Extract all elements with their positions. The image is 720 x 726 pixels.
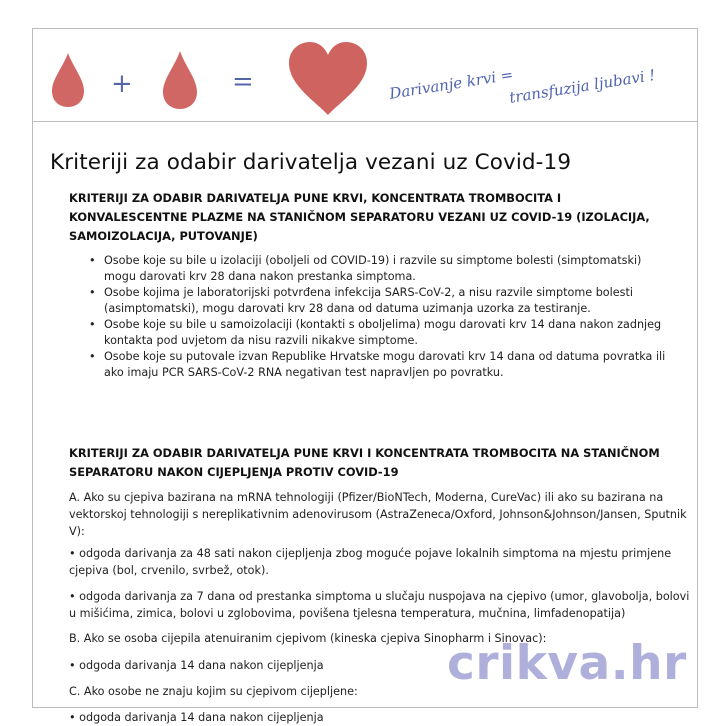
section2-paragraph-a: A. Ako su cjepiva bazirana na mRNA tehnologiji (Pfizer/BioNTech, Moderna, CureVac) ili ako su bazirana na vektorskoj tehnologiji s nereplikativnim adenovirusom (AstraZeneca/Oxford, Johnson&Johnson/Jansen, Sputnik V):	[69, 491, 687, 538]
watermark: crikva.hr	[447, 636, 687, 691]
slogan-line-1: Darivanje krvi =	[388, 65, 515, 103]
heart-icon	[285, 39, 371, 117]
blood-drop-icon	[160, 49, 200, 111]
list-item: • Osobe koje su bile u samoizolaciji (kontakti s oboljelima) mogu darovati krv 14 dana nakon zadnjeg kontakta pod uvjetom da nisu razvili nikakve simptome.	[89, 317, 674, 348]
list-item: • Osobe kojima je laboratorijski potvrđena infekcija SARS-CoV-2, a nisu razvile simptome bolesti (asimptomatski), mogu darovati krv 28 dana od datuma uzimanja uzorka za testiranje.	[89, 285, 674, 316]
section2-bullet-b1: • odgoda darivanja 14 dana nakon cijepljenja	[69, 659, 324, 672]
section2-bullet-c1: • odgoda darivanja 14 dana nakon cijepljenja	[69, 711, 324, 724]
equals-symbol: =	[232, 67, 254, 97]
banner	[33, 29, 697, 122]
section2-paragraph-c: C. Ako osobe ne znaju kojim su cjepivom cijepljene:	[69, 685, 358, 698]
section2-heading: KRITERIJI ZA ODABIR DARIVATELJA PUNE KRVI I KONCENTRATA TROMBOCITA NA STANIČNOM SEPARATORU NAKON CIJEPLJENJA PROTIV COVID-19	[69, 446, 660, 479]
section2-paragraph-b: B. Ako se osoba cijepila atenuiranim cjepivom (kineska cjepiva Sinopharm i Sinovac):	[69, 632, 547, 645]
list-item: • Osobe koje su bile u izolaciji (oboljeli od COVID-19) i razvile su simptome bolesti (simptomatski) mogu darovati krv 28 dana nakon prestanka simptoma.	[89, 253, 674, 284]
document-page	[32, 28, 698, 724]
section2-bullet-a1: • odgoda darivanja za 48 sati nakon cijepljenja zbog moguće pojave lokalnih simptoma na mjestu primjene cjepiva (bol, crvenilo, svrbež, otok).	[69, 547, 672, 577]
section2-bullet-a2: • odgoda darivanja za 7 dana od prestanka simptoma u slučaju nuspojava na cjepivo (umor, glavobolja, bolovi u mišićima, zimica, bolovi u zglobovima, povišena tjelesna temperatura, mučnina, limfadenopatija)	[69, 590, 690, 620]
plus-symbol: +	[111, 69, 133, 99]
page-title: Kriteriji za odabir darivatelja vezani uz Covid-19	[50, 150, 572, 175]
section1-heading: KRITERIJI ZA ODABIR DARIVATELJA PUNE KRVI, KONCENTRATA TROMBOCITA I KONVALESCENTNE PLAZME NA STANIČNOM SEPARATORU VEZANI UZ COVID-19 (IZOLACIJA, SAMOIZOLACIJA, PUTOVANJE)	[69, 191, 650, 243]
list-item: • Osobe koje su putovale izvan Republike Hrvatske mogu darovati krv 14 dana od datuma povratka ili ako imaju PCR SARS-CoV-2 RNA negativan test napravljen po povratku.	[89, 349, 674, 380]
section1-bullet-list	[89, 253, 674, 381]
blood-drop-icon	[49, 51, 87, 109]
slogan-line-2: transfuzija ljubavi !	[508, 65, 657, 107]
